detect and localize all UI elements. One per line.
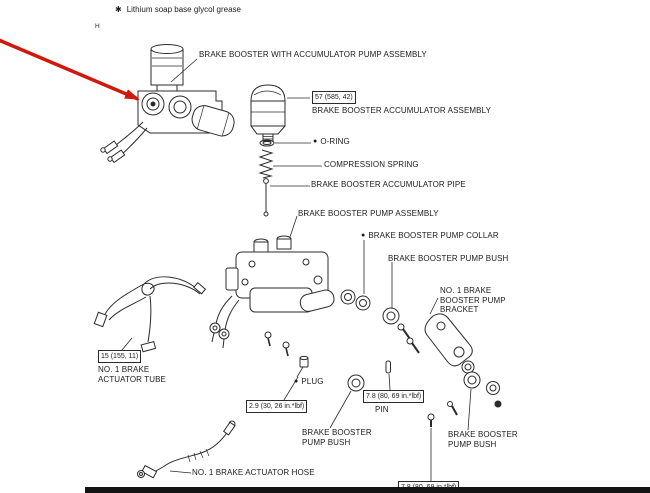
pump-collar-drawing	[341, 290, 370, 310]
grease-note	[115, 5, 241, 14]
plug-drawing	[300, 356, 308, 367]
pump-assembly-drawing	[210, 236, 336, 356]
label-pump-bracket: NO. 1 BRAKE BOOSTER PUMP BRACKET	[440, 286, 506, 315]
pump-bush-lower-drawing	[348, 375, 364, 391]
label-plug: ● PLUG	[294, 377, 324, 386]
pump-bush-right-drawing	[448, 372, 502, 415]
accumulator-assembly-drawing	[251, 85, 285, 141]
label-pump-bush-upper: BRAKE BOOSTER PUMP BUSH	[388, 254, 509, 263]
bottom-crop-bar	[85, 487, 650, 493]
grease-star-icon: ✱	[115, 5, 122, 14]
page-marker: H	[95, 23, 100, 30]
non-reusable-bullet-icon: ●	[294, 378, 299, 385]
label-pump-bush-right: BRAKE BOOSTER PUMP BUSH	[448, 430, 518, 449]
red-pointer-arrow	[0, 38, 138, 99]
label-pump-bush-lower: BRAKE BOOSTER PUMP BUSH	[302, 428, 372, 447]
actuator-tube-drawing	[94, 277, 205, 352]
torque-plug: 2.9 (30, 26 in.*lbf)	[246, 400, 307, 413]
label-actuator-hose: NO. 1 BRAKE ACTUATOR HOSE	[192, 468, 315, 477]
torque-actuator-tube: 15 (155, 11)	[98, 350, 141, 363]
grease-note-text: Lithium soap base glycol grease	[126, 5, 241, 14]
compression-spring-drawing	[260, 150, 272, 178]
label-booster-assembly: BRAKE BOOSTER WITH ACCUMULATOR PUMP ASSEMBLY	[199, 50, 427, 59]
label-pump-collar: ● BRAKE BOOSTER PUMP COLLAR	[361, 231, 499, 240]
label-compression-spring: COMPRESSION SPRING	[324, 160, 419, 169]
label-accumulator-pipe: BRAKE BOOSTER ACCUMULATOR PIPE	[311, 180, 466, 189]
booster-assembly-drawing	[101, 45, 237, 163]
torque-accumulator: 57 (585, 42)	[312, 91, 356, 104]
label-pin: PIN	[375, 405, 389, 414]
label-accumulator-assembly: BRAKE BOOSTER ACCUMULATOR ASSEMBLY	[312, 106, 492, 115]
label-pump-assembly: BRAKE BOOSTER PUMP ASSEMBLY	[298, 209, 439, 218]
torque-pin: 7.8 (80, 69 in.*lbf)	[363, 390, 424, 403]
label-o-ring: ● O-RING	[313, 137, 350, 146]
non-reusable-bullet-icon: ●	[313, 138, 318, 145]
non-reusable-bullet-icon: ●	[361, 232, 366, 239]
accumulator-pipe-drawing	[264, 179, 269, 216]
lower-bolt-drawing	[428, 414, 434, 427]
bracket-bolt-drawings	[398, 324, 419, 353]
pump-bush-upper-drawing	[383, 308, 399, 324]
label-actuator-tube: NO. 1 BRAKE ACTUATOR TUBE	[98, 365, 166, 384]
pump-bracket-drawing	[425, 314, 474, 373]
pin-drawing	[386, 361, 391, 373]
